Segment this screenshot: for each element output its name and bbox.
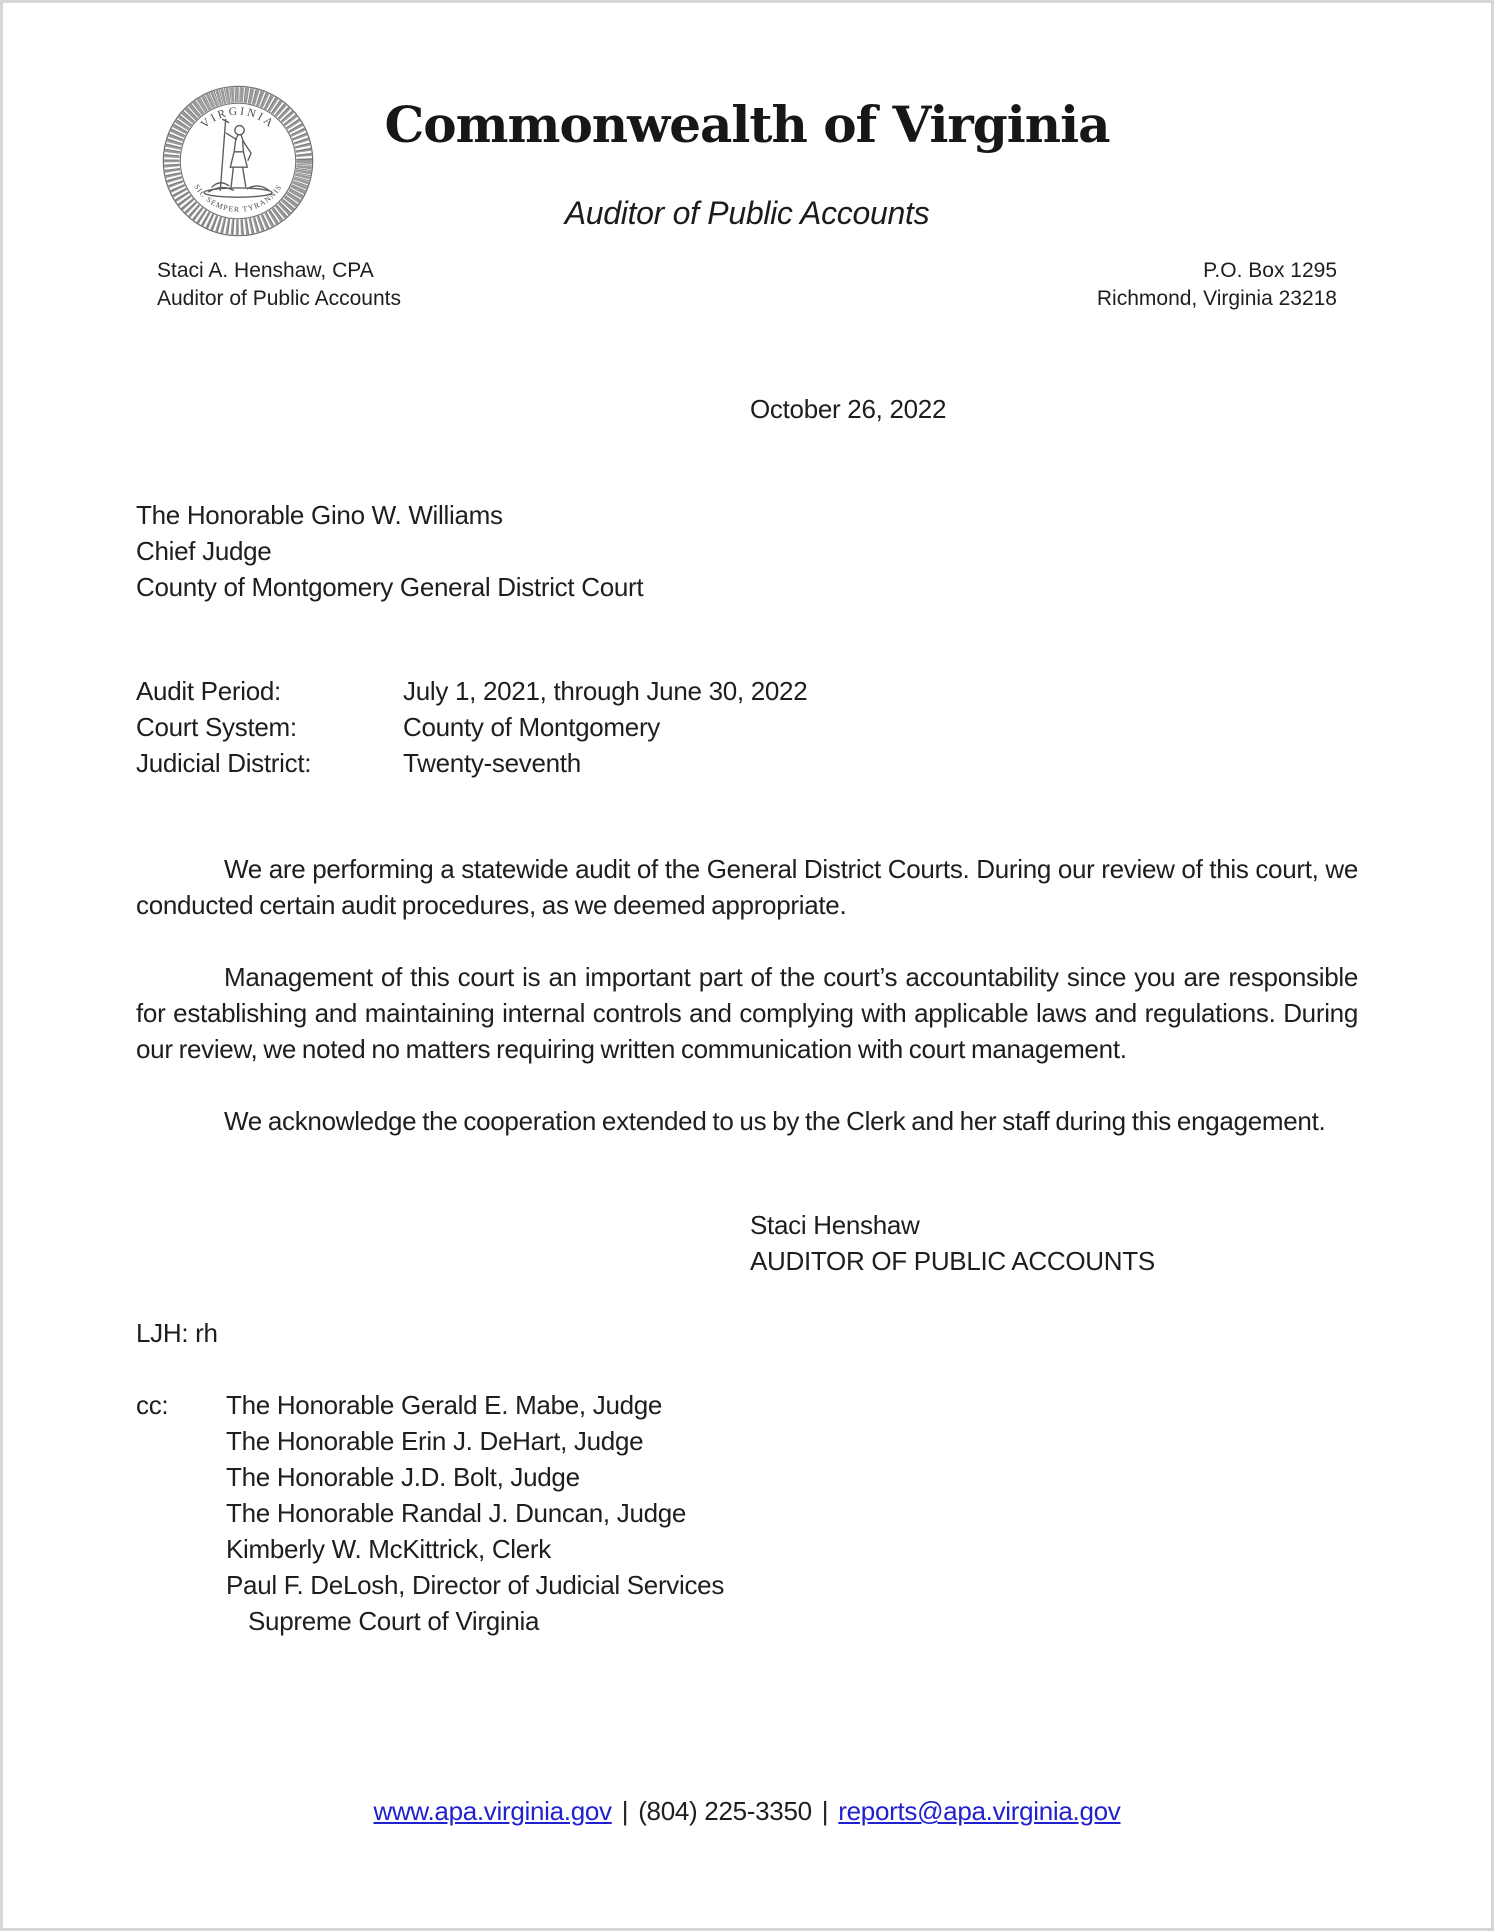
recipient-line: Chief Judge	[136, 536, 272, 566]
paragraph-1: We are performing a statewide audit of the General District Courts. During our review of this court, we conducted certain audit procedures, as we deemed appropriate.	[136, 854, 1358, 920]
cc-name: Paul F. DeLosh, Director of Judicial Services	[226, 1570, 725, 1600]
cc-name: The Honorable Gerald E. Mabe, Judge	[226, 1390, 663, 1420]
letter-date: October 26, 2022	[750, 394, 947, 424]
letterhead-subtitle: Auditor of Public Accounts	[564, 195, 930, 231]
recipient-block	[136, 497, 1358, 605]
seal-arc-bottom-text: SIC SEMPER TYRANNIS	[192, 182, 284, 214]
detail-row-audit-period	[136, 673, 1358, 709]
detail-row-judicial-district	[136, 745, 1358, 781]
cc-name: The Honorable J.D. Bolt, Judge	[226, 1462, 580, 1492]
detail-value: County of Montgomery	[403, 712, 661, 742]
audit-details	[136, 673, 1358, 781]
detail-label: Judicial District:	[136, 748, 312, 778]
address-line-2: Richmond, Virginia 23218	[1096, 287, 1337, 310]
cc-list	[226, 1387, 724, 1639]
letter-body	[3, 391, 1491, 1639]
cc-name: The Honorable Randal J. Duncan, Judge	[226, 1498, 687, 1528]
recipient-line: County of Montgomery General District Court	[136, 572, 644, 602]
letterhead-info-row	[3, 257, 1491, 313]
signature-name: Staci Henshaw	[750, 1210, 920, 1240]
paragraph-3: We acknowledge the cooperation extended to us by the Clerk and her staff during this engagement.	[224, 1106, 1326, 1136]
cc-sub-name: Supreme Court of Virginia	[248, 1606, 540, 1636]
signature-title: AUDITOR OF PUBLIC ACCOUNTS	[750, 1246, 1155, 1276]
reference-initials: LJH: rh	[136, 1318, 218, 1348]
detail-row-court-system	[136, 709, 1358, 745]
address-line-1: P.O. Box 1295	[1203, 259, 1337, 282]
detail-label: Audit Period:	[136, 676, 281, 706]
cc-name: The Honorable Erin J. DeHart, Judge	[226, 1426, 644, 1456]
detail-label: Court System:	[136, 712, 297, 742]
seal-arc-top-text: VIRGINIA	[198, 105, 278, 132]
official-title: Auditor of Public Accounts	[157, 287, 401, 310]
detail-value: Twenty-seventh	[403, 748, 581, 778]
recipient-line: The Honorable Gino W. Williams	[136, 500, 503, 530]
detail-value: July 1, 2021, through June 30, 2022	[403, 676, 808, 706]
official-name: Staci A. Henshaw, CPA	[157, 259, 374, 282]
virginia-state-seal-icon	[161, 81, 315, 241]
cc-label: cc:	[136, 1390, 169, 1420]
email-link[interactable]: reports@apa.virginia.gov	[838, 1796, 1121, 1826]
cc-block	[136, 1387, 1358, 1639]
official-block	[157, 257, 401, 313]
cc-name: Kimberly W. McKittrick, Clerk	[226, 1534, 551, 1564]
letter-footer	[3, 1793, 1491, 1829]
footer-separator: |	[621, 1796, 629, 1826]
address-block	[1097, 257, 1337, 313]
signature-block	[136, 1207, 1358, 1279]
phone-number: (804) 225-3350	[638, 1796, 812, 1826]
footer-separator: |	[821, 1796, 829, 1826]
paragraph-2: Management of this court is an important part of the court’s accountability since you are responsible for establishing and maintaining internal controls and complying with applicable laws and regulations. During our review, we noted no matters requiring written communication with court management.	[136, 962, 1358, 1064]
letterhead-title: Commonwealth of Virginia	[384, 95, 1110, 154]
website-link[interactable]: www.apa.virginia.gov	[373, 1796, 612, 1826]
